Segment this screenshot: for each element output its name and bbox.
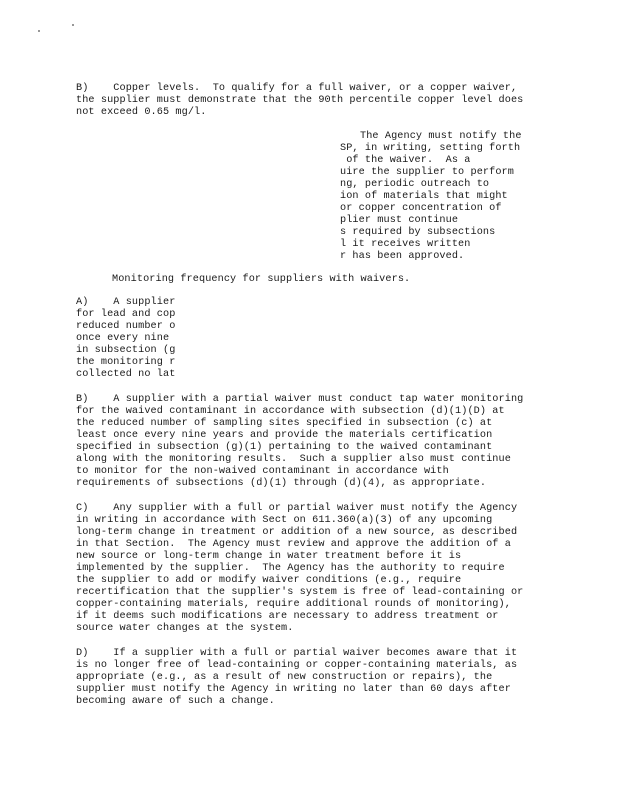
text-line: least once every nine years and provide the materials certification <box>76 430 493 441</box>
text-line: ion of materials that might <box>340 191 508 202</box>
text-line: the reduced number of sampling sites specified in subsection (c) at <box>76 418 493 429</box>
text-line: to monitor for the non-waived contaminant in accordance with <box>76 466 449 477</box>
text-line: B) A supplier with a partial waiver must conduct tap water monitoring <box>76 394 524 405</box>
text-line: reduced number o <box>76 321 176 332</box>
text-line: s required by subsections <box>340 227 496 238</box>
text-line: or copper concentration of <box>340 203 502 214</box>
text-line: C) Any supplier with a full or partial waiver must notify the Agency <box>76 503 518 514</box>
text-line: along with the monitoring results. Such a supplier also must continue <box>76 454 511 465</box>
text-line: requirements of subsections (d)(1) through (d)(4), as appropriate. <box>76 478 487 489</box>
scan-speck <box>38 30 40 32</box>
text-line: appropriate (e.g., as a result of new construction or repairs), the <box>76 672 493 683</box>
scan-speck <box>72 24 74 26</box>
text-line: ng, periodic outreach to <box>340 179 490 190</box>
text-line: specified in subsection (g)(1) pertaining to the waived contaminant <box>76 442 493 453</box>
text-line: uire the supplier to perform <box>340 167 514 178</box>
text-line: for lead and cop <box>76 309 176 320</box>
text-line: is no longer free of lead-containing or copper-containing materials, as <box>76 660 518 671</box>
text-line: the supplier must demonstrate that the 90th percentile copper level does <box>76 95 524 106</box>
text-line: l it receives written <box>340 239 471 250</box>
text-line: The Agency must notify the <box>360 131 522 142</box>
text-line: not exceed 0.65 mg/l. <box>76 107 207 118</box>
text-line: in writing in accordance with Sect on 611.360(a)(3) of any upcoming <box>76 515 493 526</box>
text-line: for the waived contaminant in accordance with subsection (d)(1)(D) at <box>76 406 505 417</box>
text-line: long-term change in treatment or addition of a new source, as described <box>76 527 518 538</box>
text-line: r has been approved. <box>340 251 465 262</box>
text-line: the supplier to add or modify waiver conditions (e.g., require <box>76 575 462 586</box>
text-line: supplier must notify the Agency in writing no later than 60 days after <box>76 684 511 695</box>
text-line: A) A supplier <box>76 297 176 308</box>
text-line: SP, in writing, setting forth <box>340 143 521 154</box>
text-line: in that Section. The Agency must review and approve the addition of a <box>76 539 511 550</box>
text-line: the monitoring r <box>76 357 176 368</box>
text-line: of the waiver. As a <box>340 155 471 166</box>
section-heading: Monitoring frequency for suppliers with waivers. <box>112 274 411 285</box>
text-line: copper-containing materials, require additional rounds of monitoring), <box>76 599 511 610</box>
text-line: becoming aware of such a change. <box>76 696 275 707</box>
text-line: in subsection (g <box>76 345 176 356</box>
text-line: if it deems such modifications are necessary to address treatment or <box>76 611 499 622</box>
text-line: once every nine <box>76 333 170 344</box>
text-line: collected no lat <box>76 369 176 380</box>
text-line: plier must continue <box>340 215 459 226</box>
text-line: implemented by the supplier. The Agency has the authority to require <box>76 563 505 574</box>
text-line: source water changes at the system. <box>76 623 294 634</box>
text-line: recertification that the supplier's system is free of lead-containing or <box>76 587 524 598</box>
text-line: D) If a supplier with a full or partial waiver becomes aware that it <box>76 648 518 659</box>
text-line: new source or long-term change in water treatment before it is <box>76 551 462 562</box>
text-line: B) Copper levels. To qualify for a full waiver, or a copper waiver, <box>76 83 518 94</box>
